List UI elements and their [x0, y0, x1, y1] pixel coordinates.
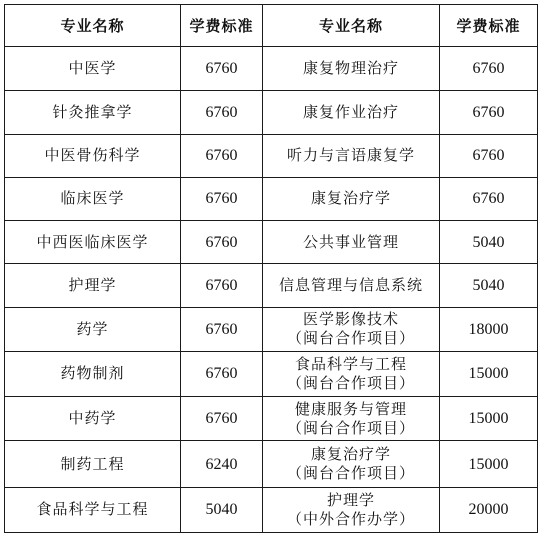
- table-row: [5, 134, 538, 177]
- right-fee-cell: 6760: [440, 91, 538, 134]
- left-fee-cell: 6760: [181, 47, 263, 91]
- right-major-program-note: （闽台合作项目）: [286, 464, 415, 483]
- right-fee-cell: 15000: [440, 351, 538, 396]
- right-major-name: 医学影像技术: [302, 310, 399, 329]
- table-row: [5, 91, 538, 134]
- right-fee-cell: 15000: [440, 441, 538, 487]
- right-fee-cell: 15000: [440, 397, 538, 441]
- right-major-cell: [263, 221, 440, 264]
- left-fee-cell: 6760: [181, 221, 263, 264]
- right-fee-cell: 6760: [440, 47, 538, 91]
- left-major-cell: 药学: [5, 307, 181, 351]
- left-major-cell: 中医骨伤科学: [5, 134, 181, 177]
- left-major-cell: 护理学: [5, 264, 181, 307]
- left-fee-cell: 6760: [181, 91, 263, 134]
- left-major-cell: 中西医临床医学: [5, 221, 181, 264]
- right-major-name: 康复物理治疗: [302, 59, 399, 78]
- right-major-name: 信息管理与信息系统: [278, 275, 423, 294]
- table-header-row: [5, 5, 538, 47]
- right-fee-cell: 18000: [440, 307, 538, 351]
- right-major-program-note: （中外合作办学）: [286, 509, 415, 528]
- right-major-cell: [263, 397, 440, 441]
- header-fee-standard-left: 学费标准: [181, 5, 263, 47]
- right-fee-cell: 6760: [440, 177, 538, 220]
- right-major-cell: [263, 134, 440, 177]
- table-row: [5, 307, 538, 351]
- right-major-cell: [263, 47, 440, 91]
- right-major-name: 听力与言语康复学: [286, 146, 415, 165]
- left-fee-cell: 5040: [181, 487, 263, 532]
- table-row: [5, 177, 538, 220]
- right-major-cell: [263, 177, 440, 220]
- table-row: [5, 487, 538, 532]
- right-major-name: 康复治疗学: [310, 189, 391, 208]
- header-major-name-left: 专业名称: [5, 5, 181, 47]
- left-fee-cell: 6240: [181, 441, 263, 487]
- right-major-name: 食品科学与工程: [294, 354, 407, 373]
- left-fee-cell: 6760: [181, 397, 263, 441]
- left-fee-cell: 6760: [181, 351, 263, 396]
- header-major-name-right: 专业名称: [263, 5, 440, 47]
- right-major-program-note: （闽台合作项目）: [286, 418, 415, 437]
- left-major-cell: 制药工程: [5, 441, 181, 487]
- header-fee-standard-right: 学费标准: [440, 5, 538, 47]
- right-major-cell: [263, 91, 440, 134]
- table-row: [5, 47, 538, 91]
- right-major-name: 公共事业管理: [302, 232, 399, 251]
- table-row: [5, 397, 538, 441]
- right-major-cell: [263, 441, 440, 487]
- table-row: [5, 441, 538, 487]
- left-fee-cell: 6760: [181, 177, 263, 220]
- table-row: [5, 264, 538, 307]
- left-major-cell: 食品科学与工程: [5, 487, 181, 532]
- left-fee-cell: 6760: [181, 134, 263, 177]
- left-fee-cell: 6760: [181, 307, 263, 351]
- tuition-fee-table: [4, 4, 538, 533]
- right-major-name: 护理学: [326, 490, 375, 509]
- left-major-cell: 药物制剂: [5, 351, 181, 396]
- left-major-cell: 针灸推拿学: [5, 91, 181, 134]
- right-major-cell: [263, 487, 440, 532]
- right-major-program-note: （闽台合作项目）: [286, 329, 415, 348]
- left-major-cell: 临床医学: [5, 177, 181, 220]
- right-fee-cell: 5040: [440, 264, 538, 307]
- right-fee-cell: 20000: [440, 487, 538, 532]
- right-major-cell: [263, 351, 440, 396]
- left-major-cell: 中药学: [5, 397, 181, 441]
- right-fee-cell: 6760: [440, 134, 538, 177]
- right-fee-cell: 5040: [440, 221, 538, 264]
- table-row: [5, 351, 538, 396]
- left-fee-cell: 6760: [181, 264, 263, 307]
- left-major-cell: 中医学: [5, 47, 181, 91]
- right-major-name: 健康服务与管理: [294, 399, 407, 418]
- table-row: [5, 221, 538, 264]
- right-major-cell: [263, 264, 440, 307]
- right-major-program-note: （闽台合作项目）: [286, 373, 415, 392]
- right-major-cell: [263, 307, 440, 351]
- right-major-name: 康复作业治疗: [302, 102, 399, 121]
- right-major-name: 康复治疗学: [310, 445, 391, 464]
